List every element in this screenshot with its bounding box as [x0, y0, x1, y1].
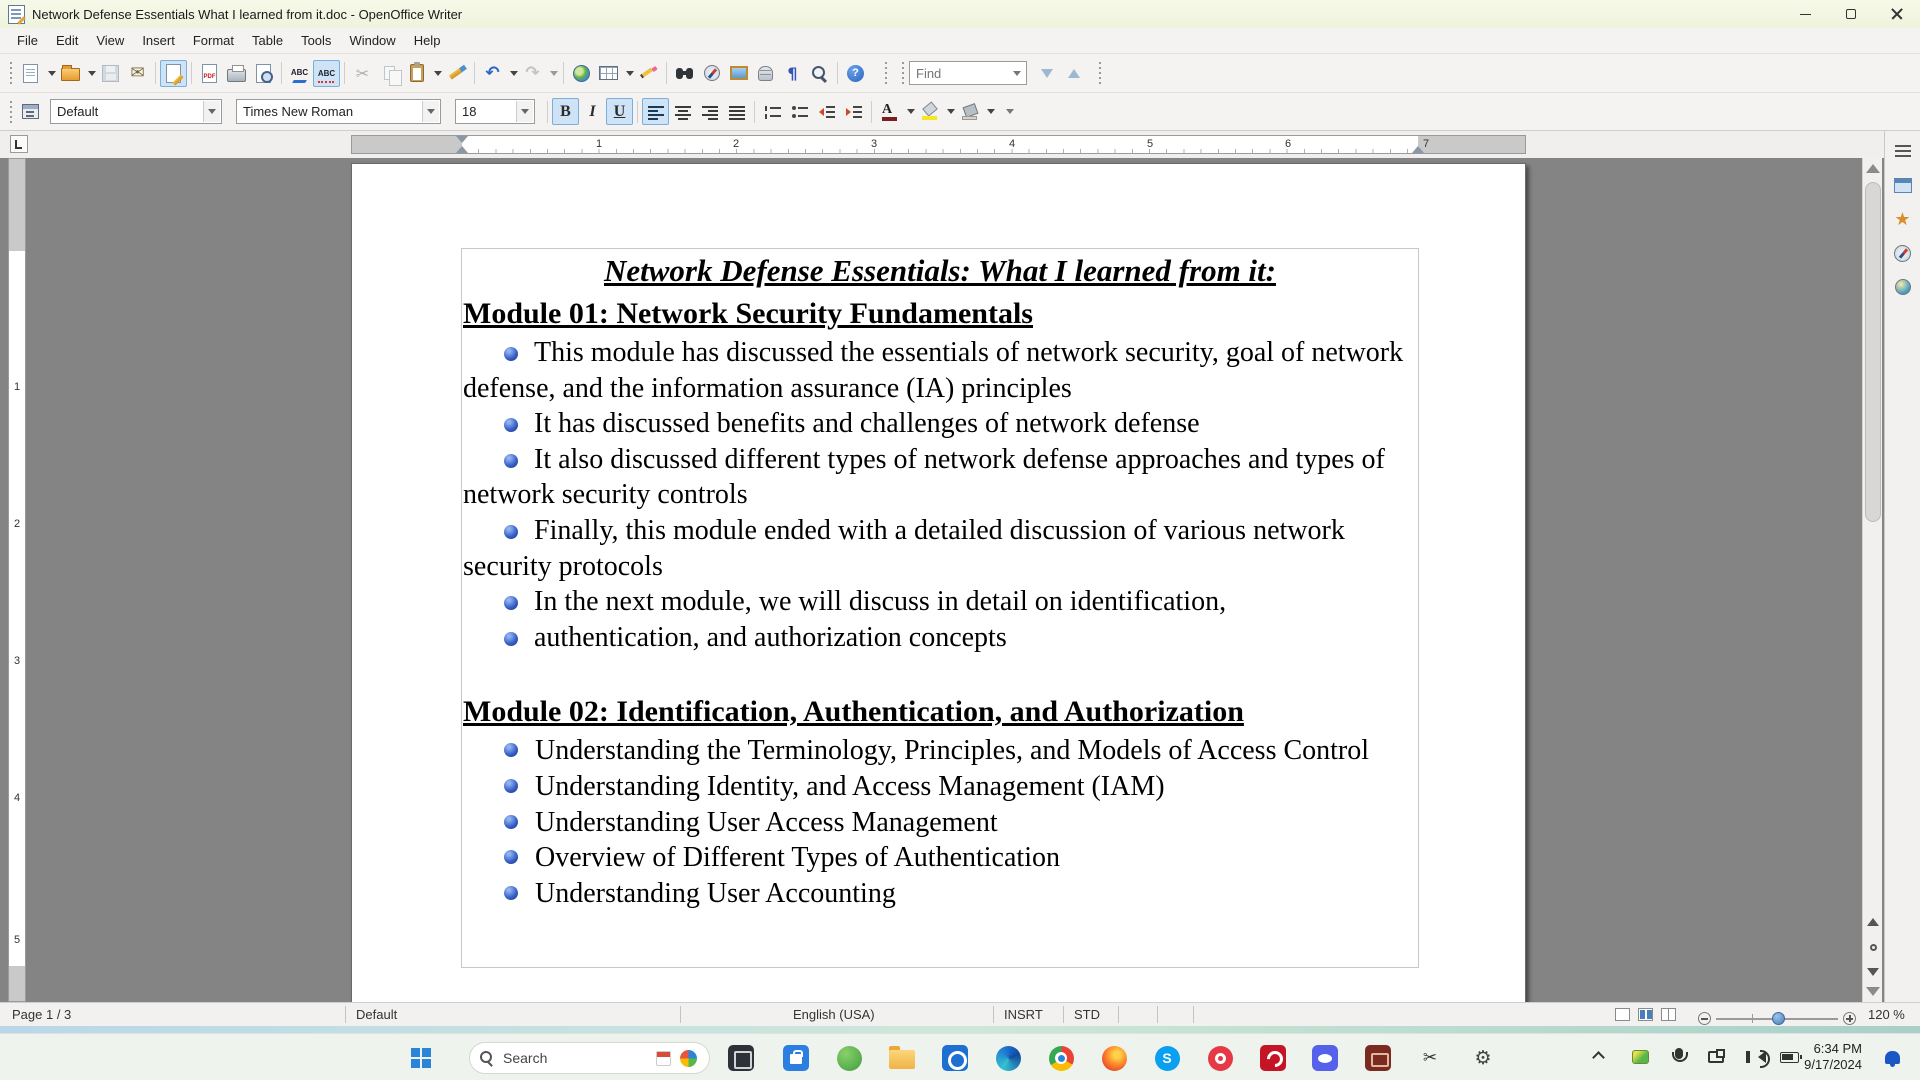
bold-icon: B	[560, 102, 571, 120]
tab-stop-selector[interactable]	[10, 135, 28, 153]
insert-mode-indicator[interactable]: INSRT	[1004, 1007, 1043, 1022]
separator	[281, 62, 282, 84]
toolbar-overflow-button[interactable]	[1002, 98, 1015, 125]
undo-button[interactable]	[479, 60, 506, 87]
bullet-icon	[504, 525, 518, 539]
save-floppy-icon	[102, 65, 119, 82]
taskbar-acrobat[interactable]	[1256, 1041, 1290, 1075]
numbered-list-button[interactable]	[759, 98, 786, 125]
multi-page-view-button[interactable]	[1638, 1008, 1653, 1021]
draw-functions-button[interactable]	[635, 60, 662, 87]
toolbar-grip[interactable]	[1097, 62, 1102, 84]
list-item: Finally, this module ended with a detailed discussion of various network security protocols	[463, 514, 1345, 582]
list-item: In the next module, we will discuss in detail on identification,	[463, 584, 1417, 620]
menu-file[interactable]: File	[17, 33, 38, 48]
toolbar-grip[interactable]	[883, 62, 888, 84]
list-item: Understanding the Terminology, Principles, and Models of Access Control	[463, 733, 1417, 769]
separator	[474, 62, 475, 84]
taskbar-app-outlook[interactable]	[938, 1041, 972, 1075]
separator	[871, 101, 872, 123]
list-item: This module has discussed the essentials of network security, goal of network defense, and the information assurance (IA) principles	[463, 337, 1404, 404]
zoom-out-button[interactable]	[1698, 1012, 1711, 1025]
bullet-icon	[504, 850, 518, 864]
decrease-indent-button[interactable]	[813, 98, 840, 125]
taskbar-settings[interactable]	[1466, 1041, 1500, 1075]
separator	[993, 1006, 994, 1023]
zoom-level[interactable]: 120 %	[1868, 1007, 1905, 1022]
bullet-list-icon	[791, 104, 809, 120]
ruler-number: 4	[13, 792, 21, 804]
autospellcheck-button[interactable]	[313, 60, 340, 87]
bullet-icon	[504, 596, 518, 610]
increase-indent-button[interactable]	[840, 98, 867, 125]
scissors-icon: ✂	[1422, 1048, 1438, 1068]
ruler-number: 5	[1146, 138, 1154, 150]
bullet-icon	[504, 418, 518, 432]
page-navigation-buttons	[1864, 914, 1882, 980]
chevron-down-icon	[987, 109, 995, 114]
navigation-button[interactable]	[1870, 944, 1877, 951]
ruler-number: 1	[595, 138, 603, 150]
spellcheck-button[interactable]	[286, 60, 313, 87]
cast-display-icon[interactable]	[1708, 1051, 1724, 1063]
chrome-icon	[1049, 1046, 1074, 1071]
justify-button[interactable]	[723, 98, 750, 125]
zoom-button[interactable]	[806, 60, 833, 87]
language-indicator[interactable]: English (USA)	[793, 1007, 875, 1022]
combo-dropdown[interactable]	[516, 101, 533, 122]
copy-button[interactable]	[376, 60, 403, 87]
edge-icon	[996, 1046, 1021, 1071]
separator	[345, 1006, 346, 1023]
data-sources-button[interactable]	[752, 60, 779, 87]
page-indicator[interactable]: Page 1 / 3	[12, 1007, 72, 1022]
find-previous-button[interactable]	[1060, 60, 1087, 87]
arrow-down-icon	[1041, 69, 1053, 78]
paste-button[interactable]	[403, 60, 430, 87]
bullet-icon	[504, 815, 518, 829]
compass-icon	[704, 65, 720, 81]
print-button[interactable]	[223, 60, 250, 87]
font-color-button[interactable]	[876, 98, 903, 125]
maximize-button[interactable]	[1828, 0, 1874, 28]
background-color-dropdown[interactable]	[983, 98, 996, 125]
new-document-dropdown[interactable]	[44, 60, 57, 87]
separator	[155, 62, 156, 84]
maximize-icon	[1846, 9, 1856, 19]
menu-window[interactable]: Window	[349, 33, 396, 48]
sidebar-properties-tab[interactable]	[1889, 171, 1917, 199]
taskbar-app-maroon[interactable]	[1361, 1041, 1395, 1075]
bullet-icon	[504, 886, 518, 900]
ruler-active-area	[9, 251, 25, 966]
chevron-down-icon	[427, 109, 435, 114]
menu-edit[interactable]: Edit	[55, 33, 79, 48]
font-name-value: Times New Roman	[243, 104, 354, 119]
save-button[interactable]	[97, 60, 124, 87]
taskbar-app-green[interactable]	[832, 1041, 866, 1075]
search-label: Search	[503, 1050, 548, 1066]
chevron-down-icon	[1006, 109, 1014, 114]
formatting-toolbar	[0, 93, 1920, 131]
separator	[1063, 1006, 1064, 1023]
taskbar-app-red[interactable]	[1203, 1041, 1237, 1075]
store-icon	[783, 1045, 809, 1071]
zoom-slider-thumb[interactable]	[1772, 1012, 1785, 1025]
database-icon	[758, 66, 773, 81]
vertical-ruler[interactable]	[8, 158, 26, 1002]
scrollbar-thumb[interactable]	[1865, 182, 1881, 522]
sidebar-gallery-tab[interactable]	[1889, 205, 1917, 233]
help-icon: ?	[847, 65, 864, 82]
font-size-combobox[interactable]	[455, 99, 535, 124]
standard-toolbar	[0, 54, 1920, 93]
skype-icon: S	[1155, 1046, 1180, 1071]
menu-help[interactable]: Help	[413, 33, 441, 48]
autospellcheck-icon: ABC	[318, 64, 335, 83]
document-area	[0, 158, 1884, 1002]
separator	[637, 101, 638, 123]
sidebar	[1884, 131, 1920, 1002]
taskbar-firefox[interactable]	[1097, 1041, 1131, 1075]
chevron-down-icon[interactable]	[1013, 71, 1021, 76]
list-item: Overview of Different Types of Authentication	[463, 840, 1417, 876]
email-button[interactable]	[124, 60, 151, 87]
paintbrush-icon	[448, 64, 466, 82]
ruler-number: 4	[1008, 138, 1016, 150]
ruler-number: 1	[13, 381, 21, 393]
close-button[interactable]	[1874, 0, 1920, 28]
search-icon	[480, 1051, 494, 1065]
page-preview-button[interactable]	[250, 60, 277, 87]
system-tray	[1580, 1034, 1920, 1080]
page-style-indicator[interactable]: Default	[356, 1007, 398, 1022]
bullet-icon	[504, 779, 518, 793]
italic-button[interactable]	[579, 98, 606, 125]
book-view-button[interactable]	[1661, 1008, 1676, 1021]
underline-icon: U	[613, 102, 626, 120]
red-app-icon	[1208, 1046, 1233, 1071]
increase-indent-icon	[845, 104, 863, 120]
zoom-slider-tick	[1752, 1014, 1753, 1023]
open-folder-icon	[61, 68, 80, 81]
search-highlight-badge-icon	[680, 1050, 697, 1067]
menu-format[interactable]: Format	[192, 33, 234, 48]
menu-tools[interactable]: Tools	[301, 33, 332, 48]
clipboard-icon	[410, 64, 424, 82]
export-pdf-button[interactable]	[196, 60, 223, 87]
separator	[547, 101, 548, 123]
nonprinting-characters-button[interactable]	[779, 60, 806, 87]
separator	[837, 62, 838, 84]
sphere-icon	[1895, 279, 1911, 295]
scroll-down-icon[interactable]	[1866, 987, 1880, 996]
menu-bar	[0, 28, 1920, 54]
vertical-scrollbar[interactable]	[1862, 158, 1882, 1002]
text-boundary	[461, 248, 1419, 968]
taskbar-chrome[interactable]	[1044, 1041, 1078, 1075]
taskbar-app-store[interactable]	[779, 1041, 813, 1075]
list-item: authentication, and authorization concepts	[463, 620, 1417, 656]
title-bar	[0, 0, 1920, 28]
new-document-icon	[23, 64, 38, 83]
dark-app-icon	[728, 1045, 754, 1071]
separator	[1193, 1006, 1194, 1023]
clock-date: 9/17/2024	[1804, 1057, 1862, 1072]
gallery-picture-icon	[730, 66, 748, 80]
separator	[1157, 1006, 1158, 1023]
ruler-number: 6	[1284, 138, 1292, 150]
acrobat-icon	[1260, 1045, 1286, 1071]
highlighting-button[interactable]	[916, 98, 943, 125]
pdf-icon: PDF	[202, 64, 217, 83]
combo-dropdown[interactable]	[203, 101, 220, 122]
font-size-value: 18	[462, 104, 477, 119]
pilcrow-icon: ¶	[787, 63, 798, 83]
open-dropdown[interactable]	[84, 60, 97, 87]
status-bar	[0, 1002, 1920, 1026]
undo-dropdown[interactable]	[506, 60, 519, 87]
edit-file-icon	[166, 64, 181, 83]
tray-display-app-icon[interactable]	[1632, 1050, 1649, 1064]
edit-file-button[interactable]	[160, 60, 187, 87]
taskbar-snipping-tool[interactable]	[1413, 1041, 1447, 1075]
gallery-button[interactable]	[725, 60, 752, 87]
empty-paragraph	[463, 655, 1417, 691]
styles-window-icon	[22, 104, 39, 119]
green-app-icon	[837, 1046, 862, 1071]
search-highlight-icon	[656, 1051, 671, 1066]
horizontal-ruler[interactable]	[351, 135, 1526, 154]
chevron-down-icon	[550, 71, 558, 76]
bold-button[interactable]	[552, 98, 579, 125]
taskbar-file-explorer[interactable]	[885, 1041, 919, 1075]
next-page-button[interactable]	[1867, 968, 1879, 976]
list-item: Understanding User Accounting	[463, 876, 1417, 912]
bullet-icon	[504, 743, 518, 757]
undo-icon: ↶	[485, 63, 500, 83]
highlighting-icon	[922, 104, 938, 120]
taskbar-clock[interactable]	[1804, 1041, 1862, 1073]
cut-button[interactable]	[349, 60, 376, 87]
compass-icon	[1894, 245, 1911, 262]
open-button[interactable]	[57, 60, 84, 87]
background-color-button[interactable]	[956, 98, 983, 125]
menu-view[interactable]: View	[96, 33, 125, 48]
help-button[interactable]	[842, 60, 869, 87]
decrease-indent-icon	[818, 104, 836, 120]
bullet-icon	[504, 347, 518, 361]
ruler-number: 2	[13, 518, 21, 530]
font-name-combobox[interactable]	[236, 99, 441, 124]
properties-icon	[1894, 178, 1912, 193]
underline-button[interactable]	[606, 98, 633, 125]
page-preview-icon	[256, 64, 271, 83]
window-controls	[1782, 0, 1920, 28]
find-toolbar-grip[interactable]	[900, 62, 905, 84]
chevron-down-icon	[626, 71, 634, 76]
separator	[563, 62, 564, 84]
folder-icon	[889, 1050, 915, 1070]
single-page-view-button[interactable]	[1615, 1008, 1630, 1021]
magnifier-icon	[811, 65, 828, 82]
bullet-list-button[interactable]	[786, 98, 813, 125]
justify-icon	[728, 104, 746, 120]
taskbar	[0, 1033, 1920, 1080]
gear-icon: ⚙	[1474, 1047, 1492, 1069]
previous-page-button[interactable]	[1867, 918, 1879, 926]
hyperlink-button[interactable]	[568, 60, 595, 87]
tray-chevron-up-icon[interactable]	[1592, 1051, 1605, 1064]
list-item: Understanding User Access Management	[463, 805, 1417, 841]
find-replace-button[interactable]	[671, 60, 698, 87]
outlook-icon	[942, 1045, 968, 1071]
notification-bell-icon[interactable]	[1885, 1051, 1900, 1064]
zoom-in-button[interactable]	[1843, 1012, 1856, 1025]
find-input[interactable]	[909, 61, 1027, 85]
toolbar-grip[interactable]	[8, 62, 13, 84]
redo-button[interactable]	[519, 60, 546, 87]
numbered-list-icon	[764, 104, 782, 120]
microphone-icon[interactable]	[1675, 1048, 1683, 1059]
scissors-icon: ✂	[355, 63, 370, 83]
taskbar-edge[interactable]	[991, 1041, 1025, 1075]
redo-dropdown[interactable]	[546, 60, 559, 87]
new-document-button[interactable]	[17, 60, 44, 87]
align-left-icon	[647, 104, 665, 120]
firefox-icon	[1102, 1046, 1127, 1071]
sidebar-navigator-tab[interactable]	[1889, 239, 1917, 267]
ruler-number: 7	[1422, 138, 1430, 150]
taskbar-search[interactable]	[469, 1042, 710, 1074]
table-dropdown[interactable]	[622, 60, 635, 87]
document-title: Network Defense Essentials: What I learned from it:	[604, 253, 1276, 288]
list-item: It also discussed different types of network defense approaches and types of network security controls	[463, 443, 1385, 511]
sidebar-styles-tab[interactable]	[1889, 273, 1917, 301]
separator	[680, 1006, 681, 1023]
sidebar-menu-button[interactable]	[1889, 137, 1917, 165]
windows-logo-icon	[411, 1048, 431, 1068]
toolbar-grip[interactable]	[8, 101, 13, 123]
combo-dropdown[interactable]	[422, 101, 439, 122]
navigator-button[interactable]	[698, 60, 725, 87]
module1-heading: Module 01: Network Security Fundamentals	[463, 297, 1033, 330]
printer-icon	[227, 69, 246, 82]
ruler-row	[0, 131, 1920, 158]
right-indent-marker[interactable]	[1412, 146, 1424, 153]
paragraph-style-combobox[interactable]	[50, 99, 222, 124]
menu-insert[interactable]: Insert	[142, 33, 175, 48]
find-next-button[interactable]	[1033, 60, 1060, 87]
menu-table[interactable]: Table	[252, 33, 284, 48]
align-right-icon	[701, 104, 719, 120]
bullet-icon	[504, 632, 518, 646]
highlighting-dropdown[interactable]	[943, 98, 956, 125]
module2-heading: Module 02: Identification, Authentication, and Authorization	[463, 695, 1244, 729]
chevron-down-icon	[521, 109, 529, 114]
spellcheck-icon: ABC	[291, 63, 308, 83]
chevron-down-icon	[907, 109, 915, 114]
align-right-button[interactable]	[696, 98, 723, 125]
discord-icon	[1312, 1045, 1338, 1071]
scroll-up-icon[interactable]	[1866, 164, 1880, 173]
table-grid-icon	[599, 66, 618, 80]
redo-icon: ↷	[525, 63, 540, 83]
copy-icon	[384, 66, 395, 80]
chevron-down-icon	[510, 71, 518, 76]
font-color-dropdown[interactable]	[903, 98, 916, 125]
find-box	[909, 61, 1027, 85]
email-icon: ✉	[130, 63, 145, 83]
paragraph-style-value: Default	[57, 104, 99, 119]
hamburger-icon	[1895, 145, 1911, 157]
ruler-active-area	[462, 136, 1418, 153]
star-icon: ★	[1894, 208, 1911, 230]
window-title: Network Defense Essentials What I learned from it.doc - OpenOffice Writer	[32, 6, 463, 22]
separator	[754, 101, 755, 123]
chevron-down-icon	[947, 109, 955, 114]
align-center-icon	[674, 104, 692, 120]
battery-icon[interactable]	[1780, 1052, 1799, 1063]
chevron-down-icon	[48, 71, 56, 76]
ruler-number: 3	[13, 655, 21, 667]
chevron-down-icon	[208, 109, 216, 114]
ruler-number: 2	[732, 138, 740, 150]
writer-app-icon	[8, 5, 25, 24]
speaker-icon[interactable]	[1758, 1051, 1766, 1063]
separator	[344, 62, 345, 84]
selection-mode-indicator[interactable]: STD	[1074, 1007, 1100, 1022]
pencil-icon	[640, 64, 658, 82]
binoculars-icon	[676, 68, 694, 80]
separator	[666, 62, 667, 84]
taskbar-discord[interactable]	[1308, 1041, 1342, 1075]
styles-formatting-button[interactable]	[17, 98, 44, 125]
minimize-button[interactable]	[1782, 0, 1828, 28]
arrow-up-icon	[1068, 69, 1080, 78]
separator	[191, 62, 192, 84]
start-button[interactable]	[404, 1041, 438, 1075]
chevron-down-icon	[88, 71, 96, 76]
desktop-strip	[0, 1026, 1920, 1033]
list-item: It has discussed benefits and challenges of network defense	[463, 406, 1417, 442]
document-page[interactable]	[351, 163, 1526, 1002]
background-color-icon	[962, 104, 978, 120]
taskbar-skype[interactable]	[1150, 1041, 1184, 1075]
font-color-icon: A	[882, 103, 897, 121]
minimize-icon	[1800, 14, 1811, 15]
taskbar-app-dark[interactable]	[724, 1041, 758, 1075]
globe-icon	[573, 65, 590, 82]
maroon-app-icon	[1365, 1045, 1391, 1071]
ruler-number: 5	[13, 934, 21, 946]
chevron-down-icon	[434, 71, 442, 76]
paste-dropdown[interactable]	[430, 60, 443, 87]
separator	[1118, 1006, 1119, 1023]
list-item: Understanding Identity, and Access Management (IAM)	[463, 769, 1417, 805]
align-left-button[interactable]	[642, 98, 669, 125]
indent-markers[interactable]	[456, 136, 469, 153]
close-icon	[1891, 8, 1903, 20]
table-button[interactable]	[595, 60, 622, 87]
format-paintbrush-button[interactable]	[443, 60, 470, 87]
align-center-button[interactable]	[669, 98, 696, 125]
italic-icon: I	[589, 102, 596, 120]
clock-time: 6:34 PM	[1813, 1041, 1862, 1056]
bullet-icon	[504, 454, 518, 468]
ruler-number: 3	[870, 138, 878, 150]
